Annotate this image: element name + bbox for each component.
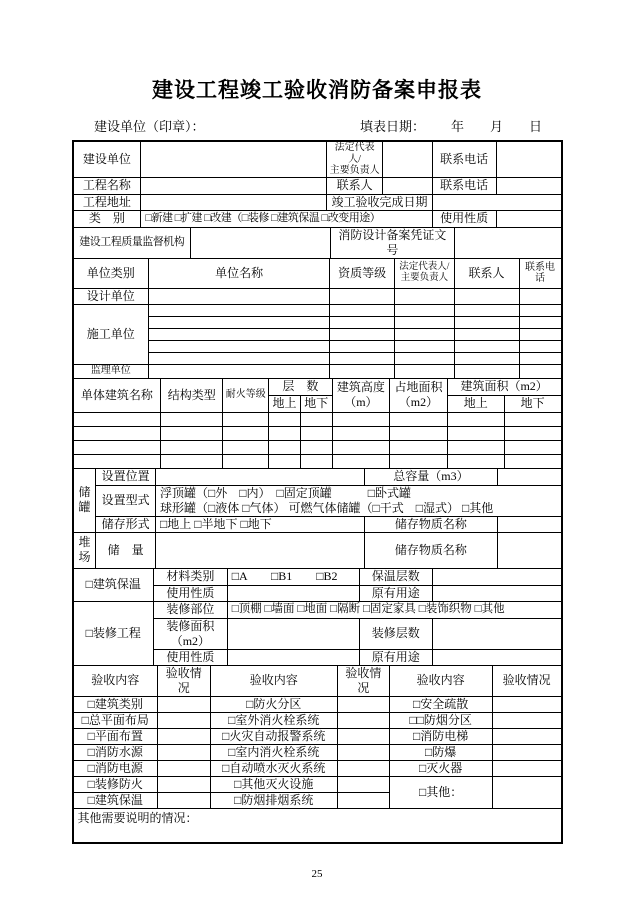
tank-type-label: 设置型式 bbox=[96, 485, 156, 516]
acceptance-item[interactable]: □消防水源 bbox=[73, 744, 157, 760]
input-cell[interactable] bbox=[504, 454, 561, 468]
input-cell[interactable] bbox=[330, 364, 395, 378]
project-address-label: 工程地址 bbox=[73, 194, 141, 210]
legal-rep-label-line1: 法定代表人/ bbox=[334, 142, 375, 165]
other-notes-input[interactable]: 其他需要说明的情况： bbox=[73, 808, 561, 842]
input-cell[interactable] bbox=[454, 304, 519, 316]
acceptance-status-header: 验收情况 bbox=[157, 665, 210, 696]
input-cell[interactable] bbox=[330, 352, 395, 364]
decoration-group-checkbox[interactable]: □装修工程 bbox=[73, 601, 154, 665]
input-cell[interactable] bbox=[395, 340, 455, 352]
building-height-header bbox=[332, 378, 390, 412]
acceptance-status-cell[interactable] bbox=[157, 728, 210, 744]
input-cell[interactable] bbox=[73, 426, 161, 440]
area-above-header: 地上 bbox=[447, 395, 504, 412]
material-type-checkboxes[interactable]: □A □B1 □B2 bbox=[227, 568, 359, 585]
input-cell[interactable] bbox=[395, 304, 455, 316]
acceptance-item[interactable]: □室外消火栓系统 bbox=[210, 712, 337, 728]
building-height-header-line2: （m） bbox=[344, 395, 378, 409]
acceptance-item[interactable]: □火灾自动报警系统 bbox=[210, 728, 337, 744]
footprint-header-line2: （m2） bbox=[398, 395, 439, 409]
input-cell[interactable] bbox=[395, 352, 455, 364]
design-filing-no-label: 消防设计备案凭证文号 bbox=[330, 227, 454, 258]
footprint-header-line1: 占地面积 bbox=[394, 380, 443, 394]
date-month-label: 月 bbox=[489, 119, 503, 134]
insulation-group-checkbox[interactable]: □建筑保温 bbox=[73, 568, 154, 601]
input-cell[interactable] bbox=[300, 426, 332, 440]
acceptance-status-cell[interactable] bbox=[337, 776, 389, 792]
legal-rep-label bbox=[327, 142, 383, 178]
tank-type-checkboxes[interactable] bbox=[155, 485, 561, 516]
input-cell[interactable] bbox=[223, 426, 269, 440]
input-cell[interactable] bbox=[519, 288, 561, 304]
input-cell[interactable] bbox=[300, 440, 332, 454]
unit-phone-header: 联系电话 bbox=[519, 258, 561, 288]
input-cell[interactable] bbox=[149, 340, 330, 352]
category-label: 类 别 bbox=[73, 210, 141, 227]
area-below-header: 地下 bbox=[504, 395, 561, 412]
acceptance-status-cell[interactable] bbox=[337, 728, 389, 744]
acceptance-status-cell[interactable] bbox=[337, 760, 389, 776]
acceptance-item[interactable]: □其他灭火设施 bbox=[210, 776, 337, 792]
input-cell[interactable] bbox=[149, 288, 330, 304]
input-cell[interactable] bbox=[149, 328, 330, 340]
acceptance-status-cell[interactable] bbox=[157, 744, 210, 760]
floor-area-header: 建筑面积（m2） bbox=[447, 378, 561, 395]
buildings-table bbox=[73, 378, 562, 469]
category-checkboxes[interactable]: □新建 □扩建 □改建（□装修 □建筑保温 □改变用途） bbox=[141, 210, 432, 227]
input-cell[interactable] bbox=[332, 426, 390, 440]
input-cell[interactable] bbox=[447, 412, 504, 426]
decoration-usage-input[interactable] bbox=[227, 649, 359, 665]
input-cell[interactable] bbox=[149, 316, 330, 328]
decoration-area-label-line1: 装修面积 bbox=[166, 618, 215, 633]
acceptance-item[interactable]: □建筑类别 bbox=[73, 696, 157, 712]
insulation-decoration-table bbox=[73, 568, 562, 666]
acceptance-item[interactable]: □防爆 bbox=[389, 744, 492, 760]
input-cell[interactable] bbox=[73, 440, 161, 454]
floors-above-header: 地上 bbox=[269, 395, 301, 412]
tank-position-input[interactable] bbox=[155, 468, 364, 485]
fire-rating-header: 耐火等级 bbox=[223, 378, 269, 412]
building-height-header-line1: 建筑高度 bbox=[336, 380, 385, 394]
input-cell[interactable] bbox=[390, 426, 448, 440]
input-cell[interactable] bbox=[269, 412, 301, 426]
project-name-label: 工程名称 bbox=[73, 177, 141, 194]
acceptance-item[interactable]: □室内消火栓系统 bbox=[210, 744, 337, 760]
acceptance-status-header: 验收情况 bbox=[492, 665, 561, 696]
acceptance-item[interactable]: □防火分区 bbox=[210, 696, 337, 712]
yard-amount-label: 储 量 bbox=[96, 532, 156, 568]
input-cell[interactable] bbox=[149, 304, 330, 316]
input-cell[interactable] bbox=[330, 340, 395, 352]
floors-header: 层 数 bbox=[269, 378, 332, 395]
acceptance-status-cell[interactable] bbox=[157, 792, 210, 808]
input-cell[interactable] bbox=[149, 352, 330, 364]
page-title: 建设工程竣工验收消防备案申报表 bbox=[152, 78, 482, 102]
input-cell[interactable] bbox=[454, 328, 519, 340]
input-cell[interactable] bbox=[269, 426, 301, 440]
input-cell[interactable] bbox=[332, 440, 390, 454]
acceptance-status-cell[interactable] bbox=[157, 776, 210, 792]
decoration-area-label bbox=[154, 618, 228, 649]
footprint-header bbox=[390, 378, 448, 412]
input-cell[interactable] bbox=[395, 288, 455, 304]
input-cell[interactable] bbox=[269, 454, 301, 468]
input-cell[interactable] bbox=[330, 328, 395, 340]
input-cell[interactable] bbox=[504, 440, 561, 454]
input-cell[interactable] bbox=[504, 412, 561, 426]
input-cell[interactable] bbox=[454, 316, 519, 328]
input-cell[interactable] bbox=[330, 316, 395, 328]
unit-grade-header: 资质等级 bbox=[330, 258, 395, 288]
input-cell[interactable] bbox=[161, 440, 223, 454]
decoration-floors-input[interactable] bbox=[432, 618, 561, 649]
acceptance-item[interactable]: □灭火器 bbox=[389, 760, 492, 776]
legal-rep-input[interactable] bbox=[382, 142, 432, 178]
acceptance-item[interactable]: □□防烟分区 bbox=[389, 712, 492, 728]
input-cell[interactable] bbox=[390, 440, 448, 454]
acceptance-content-header: 验收内容 bbox=[389, 665, 492, 696]
input-cell[interactable] bbox=[330, 304, 395, 316]
yard-group-label bbox=[73, 532, 96, 568]
decoration-area-label-line2: （m2） bbox=[170, 633, 211, 648]
acceptance-status-cell[interactable] bbox=[492, 696, 561, 712]
input-cell[interactable] bbox=[223, 454, 269, 468]
unit-legal-rep-header bbox=[395, 258, 455, 288]
input-cell[interactable] bbox=[454, 288, 519, 304]
quality-org-input[interactable] bbox=[191, 227, 331, 258]
input-cell[interactable] bbox=[73, 412, 161, 426]
acceptance-item[interactable]: □安全疏散 bbox=[389, 696, 492, 712]
acceptance-status-cell[interactable] bbox=[492, 776, 561, 808]
contact-input[interactable] bbox=[382, 177, 432, 194]
input-cell[interactable] bbox=[330, 288, 395, 304]
input-cell[interactable] bbox=[161, 412, 223, 426]
design-filing-no-input[interactable] bbox=[455, 227, 561, 258]
tank-yard-table bbox=[73, 468, 562, 569]
input-cell[interactable] bbox=[447, 454, 504, 468]
input-cell[interactable] bbox=[161, 454, 223, 468]
input-cell[interactable] bbox=[447, 426, 504, 440]
acceptance-item-other[interactable]: □其他： bbox=[389, 776, 492, 808]
input-cell[interactable] bbox=[395, 364, 455, 378]
tank-capacity-input[interactable] bbox=[497, 468, 561, 485]
acceptance-status-cell[interactable] bbox=[492, 712, 561, 728]
tank-group-label-text: 储罐 bbox=[78, 485, 91, 514]
input-cell[interactable] bbox=[390, 412, 448, 426]
date-day-label: 日 bbox=[528, 119, 542, 134]
input-cell[interactable] bbox=[519, 304, 561, 316]
input-cell[interactable] bbox=[332, 412, 390, 426]
form-subheader bbox=[72, 116, 562, 135]
tank-type-checkboxes-line1[interactable]: 浮顶罐（□外 □内） □固定顶罐 □卧式罐 bbox=[159, 485, 411, 500]
input-cell[interactable] bbox=[149, 364, 330, 378]
construction-unit-label: 建设单位 bbox=[73, 142, 141, 178]
tank-capacity-label: 总容量（m3） bbox=[365, 468, 497, 485]
supervision-org-table bbox=[73, 227, 562, 259]
legal-rep-label-line2: 主要负责人 bbox=[329, 165, 380, 176]
storage-form-checkboxes[interactable]: □地上 □半地下 □地下 bbox=[155, 516, 364, 532]
acceptance-status-cell[interactable] bbox=[492, 728, 561, 744]
input-cell[interactable] bbox=[519, 352, 561, 364]
design-unit-label: 设计单位 bbox=[73, 288, 149, 304]
acceptance-status-cell[interactable] bbox=[337, 792, 389, 808]
phone-input[interactable] bbox=[496, 142, 561, 178]
decoration-usage-label: 使用性质 bbox=[154, 649, 228, 665]
input-cell[interactable] bbox=[223, 440, 269, 454]
acceptance-content-header: 验收内容 bbox=[73, 665, 157, 696]
usage-input[interactable] bbox=[496, 210, 561, 227]
construction-unit-row-label: 施工单位 bbox=[73, 304, 149, 364]
acceptance-item[interactable]: □建筑保温 bbox=[73, 792, 157, 808]
input-cell[interactable] bbox=[395, 316, 455, 328]
tank-substance-label: 储存物质名称 bbox=[365, 516, 497, 532]
input-cell[interactable] bbox=[519, 340, 561, 352]
decoration-part-label: 装修部位 bbox=[154, 601, 228, 618]
page-number: 25 bbox=[311, 867, 323, 880]
insulation-layers-input[interactable] bbox=[432, 568, 561, 585]
acceptance-status-cell[interactable] bbox=[337, 744, 389, 760]
phone-label: 联系电话 bbox=[432, 177, 496, 194]
acceptance-item[interactable]: □平面布置 bbox=[73, 728, 157, 744]
storage-form-label: 储存形式 bbox=[96, 516, 156, 532]
acceptance-status-cell[interactable] bbox=[157, 712, 210, 728]
other-notes-table bbox=[73, 808, 562, 843]
tank-substance-input[interactable] bbox=[497, 516, 561, 532]
unit-legal-rep-header-line2: 主要负责人 bbox=[400, 273, 449, 283]
acceptance-status-cell[interactable] bbox=[337, 712, 389, 728]
phone-label: 联系电话 bbox=[432, 142, 496, 178]
decoration-area-input[interactable] bbox=[227, 618, 359, 649]
tank-type-checkboxes-line2[interactable]: 球形罐（□液体 □气体） 可燃气体储罐（□干式 □湿式） □其他 bbox=[159, 500, 494, 515]
completion-date-input[interactable] bbox=[432, 194, 561, 210]
structure-type-header: 结构类型 bbox=[161, 378, 223, 412]
yard-substance-label: 储存物质名称 bbox=[365, 532, 497, 568]
input-cell[interactable] bbox=[504, 426, 561, 440]
yard-group-label-text: 堆场 bbox=[78, 535, 91, 564]
fill-date-label: 填表日期： bbox=[359, 119, 425, 134]
input-cell[interactable] bbox=[395, 328, 455, 340]
material-type-label: 材料类别 bbox=[154, 568, 228, 585]
acceptance-status-cell[interactable] bbox=[492, 744, 561, 760]
yard-amount-input[interactable] bbox=[155, 532, 364, 568]
input-cell[interactable] bbox=[73, 454, 161, 468]
acceptance-content-header: 验收内容 bbox=[210, 665, 337, 696]
input-cell[interactable] bbox=[223, 412, 269, 426]
acceptance-status-cell[interactable] bbox=[492, 760, 561, 776]
acceptance-item[interactable]: □防烟排烟系统 bbox=[210, 792, 337, 808]
insulation-original-use-input[interactable] bbox=[432, 585, 561, 601]
tank-group-label bbox=[73, 468, 96, 532]
acceptance-item[interactable]: □消防电源 bbox=[73, 760, 157, 776]
input-cell[interactable] bbox=[300, 412, 332, 426]
decoration-floors-label: 装修层数 bbox=[359, 618, 432, 649]
acceptance-item[interactable]: □装修防火 bbox=[73, 776, 157, 792]
unit-legal-rep-header-line1: 法定代表人/ bbox=[399, 262, 450, 273]
floors-below-header: 地下 bbox=[300, 395, 332, 412]
input-cell[interactable] bbox=[390, 454, 448, 468]
basic-info-table bbox=[73, 141, 562, 228]
phone-input[interactable] bbox=[496, 177, 561, 194]
contact-label: 联系人 bbox=[327, 177, 383, 194]
acceptance-item[interactable]: □总平面布局 bbox=[73, 712, 157, 728]
decoration-original-use-label: 原有用途 bbox=[359, 649, 432, 665]
filing-form-table bbox=[72, 140, 563, 844]
tank-position-label: 设置位置 bbox=[96, 468, 156, 485]
completion-date-label: 竣工验收完成日期 bbox=[327, 194, 432, 210]
insulation-usage-input[interactable] bbox=[227, 585, 359, 601]
acceptance-status-cell[interactable] bbox=[157, 696, 210, 712]
unit-type-header: 单位类别 bbox=[73, 258, 149, 288]
input-cell[interactable] bbox=[519, 328, 561, 340]
acceptance-table bbox=[73, 665, 562, 809]
project-address-input[interactable] bbox=[141, 194, 327, 210]
input-cell[interactable] bbox=[454, 340, 519, 352]
construction-unit-input[interactable] bbox=[141, 142, 327, 178]
insulation-original-use-label: 原有用途 bbox=[359, 585, 432, 601]
units-table bbox=[73, 258, 562, 379]
fill-date bbox=[360, 116, 562, 135]
decoration-part-checkboxes[interactable]: □顶棚 □墙面 □地面 □隔断 □固定家具 □装饰织物 □其他 bbox=[227, 601, 561, 618]
usage-label: 使用性质 bbox=[432, 210, 496, 227]
insulation-usage-label: 使用性质 bbox=[154, 585, 228, 601]
seal-label: 建设单位（印章）： bbox=[94, 119, 205, 134]
input-cell[interactable] bbox=[454, 352, 519, 364]
acceptance-item[interactable]: □自动喷水灭火系统 bbox=[210, 760, 337, 776]
acceptance-status-cell[interactable] bbox=[337, 696, 389, 712]
date-year-label: 年 bbox=[450, 119, 464, 134]
unit-name-header: 单位名称 bbox=[149, 258, 330, 288]
input-cell[interactable] bbox=[300, 454, 332, 468]
acceptance-item[interactable]: □消防电梯 bbox=[389, 728, 492, 744]
input-cell[interactable] bbox=[269, 440, 301, 454]
building-name-header: 单体建筑名称 bbox=[73, 378, 161, 412]
acceptance-status-header: 验收情况 bbox=[337, 665, 389, 696]
input-cell[interactable] bbox=[519, 316, 561, 328]
project-name-input[interactable] bbox=[141, 177, 327, 194]
input-cell[interactable] bbox=[161, 426, 223, 440]
unit-contact-header: 联系人 bbox=[454, 258, 519, 288]
input-cell[interactable] bbox=[519, 364, 561, 378]
quality-org-label: 建设工程质量监督机构 bbox=[73, 227, 191, 258]
input-cell[interactable] bbox=[454, 364, 519, 378]
supervision-unit-label: 监理单位 bbox=[73, 364, 149, 378]
insulation-layers-label: 保温层数 bbox=[359, 568, 432, 585]
decoration-original-use-input[interactable] bbox=[432, 649, 561, 665]
acceptance-status-cell[interactable] bbox=[157, 760, 210, 776]
input-cell[interactable] bbox=[447, 440, 504, 454]
input-cell[interactable] bbox=[332, 454, 390, 468]
yard-substance-input[interactable] bbox=[497, 532, 561, 568]
